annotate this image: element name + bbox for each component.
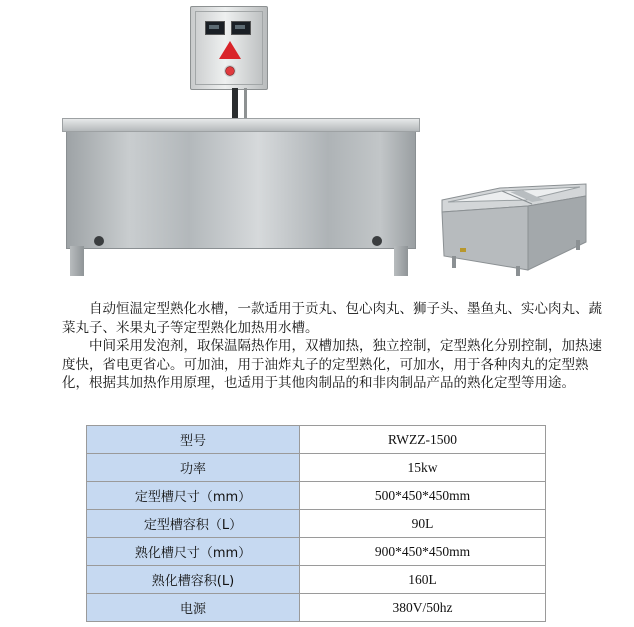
double-tank-inner-image	[440, 178, 588, 278]
control-box-image	[190, 6, 268, 90]
description-paragraph-1: 自动恒温定型熟化水槽，一款适用于贡丸、包心肉丸、狮子头、墨鱼丸、实心肉丸、蔬菜丸子、米果丸子等定型熟化加热用水槽。	[62, 301, 602, 336]
cable-conduit	[232, 88, 238, 120]
spec-label: 功率	[87, 454, 300, 482]
table-row	[87, 482, 546, 510]
table-row	[87, 566, 546, 594]
spec-value: 500*450*450mm	[300, 482, 546, 510]
temperature-meter-icon	[231, 21, 251, 35]
spec-label: 熟化槽容积(L)	[87, 566, 300, 594]
spec-table	[86, 425, 546, 622]
spec-value: 900*450*450mm	[300, 538, 546, 566]
spec-label: 电源	[87, 594, 300, 622]
product-photo	[0, 0, 634, 290]
spec-label: 定型槽容积（L）	[87, 510, 300, 538]
table-row	[87, 538, 546, 566]
spec-value: 160L	[300, 566, 546, 594]
spec-value: RWZZ-1500	[300, 426, 546, 454]
spec-label: 定型槽尺寸（mm）	[87, 482, 300, 510]
description-paragraph-2: 中间采用发泡剂，取保温隔热作用，双槽加热，独立控制，定型熟化分别控制，加热速度快，省电更省心。可加油，用于油炸丸子的定型熟化，可加水，用于各种肉丸的定型熟化，根据其加热作用原理，也适用于其他肉制品的和非肉制品产品的熟化定型等用途。	[62, 338, 602, 391]
table-row	[87, 594, 546, 622]
cable-conduit	[244, 88, 247, 120]
table-row	[87, 426, 546, 454]
table-row	[87, 510, 546, 538]
spec-value: 380V/50hz	[300, 594, 546, 622]
table-row	[87, 454, 546, 482]
spec-label: 熟化槽尺寸（mm）	[87, 538, 300, 566]
water-tank-image	[62, 118, 420, 274]
temperature-meter-icon	[205, 21, 225, 35]
power-switch-icon	[224, 65, 236, 77]
spec-value: 90L	[300, 510, 546, 538]
product-description	[62, 300, 602, 393]
warning-sign-icon	[219, 41, 241, 59]
spec-label: 型号	[87, 426, 300, 454]
spec-value: 15kw	[300, 454, 546, 482]
